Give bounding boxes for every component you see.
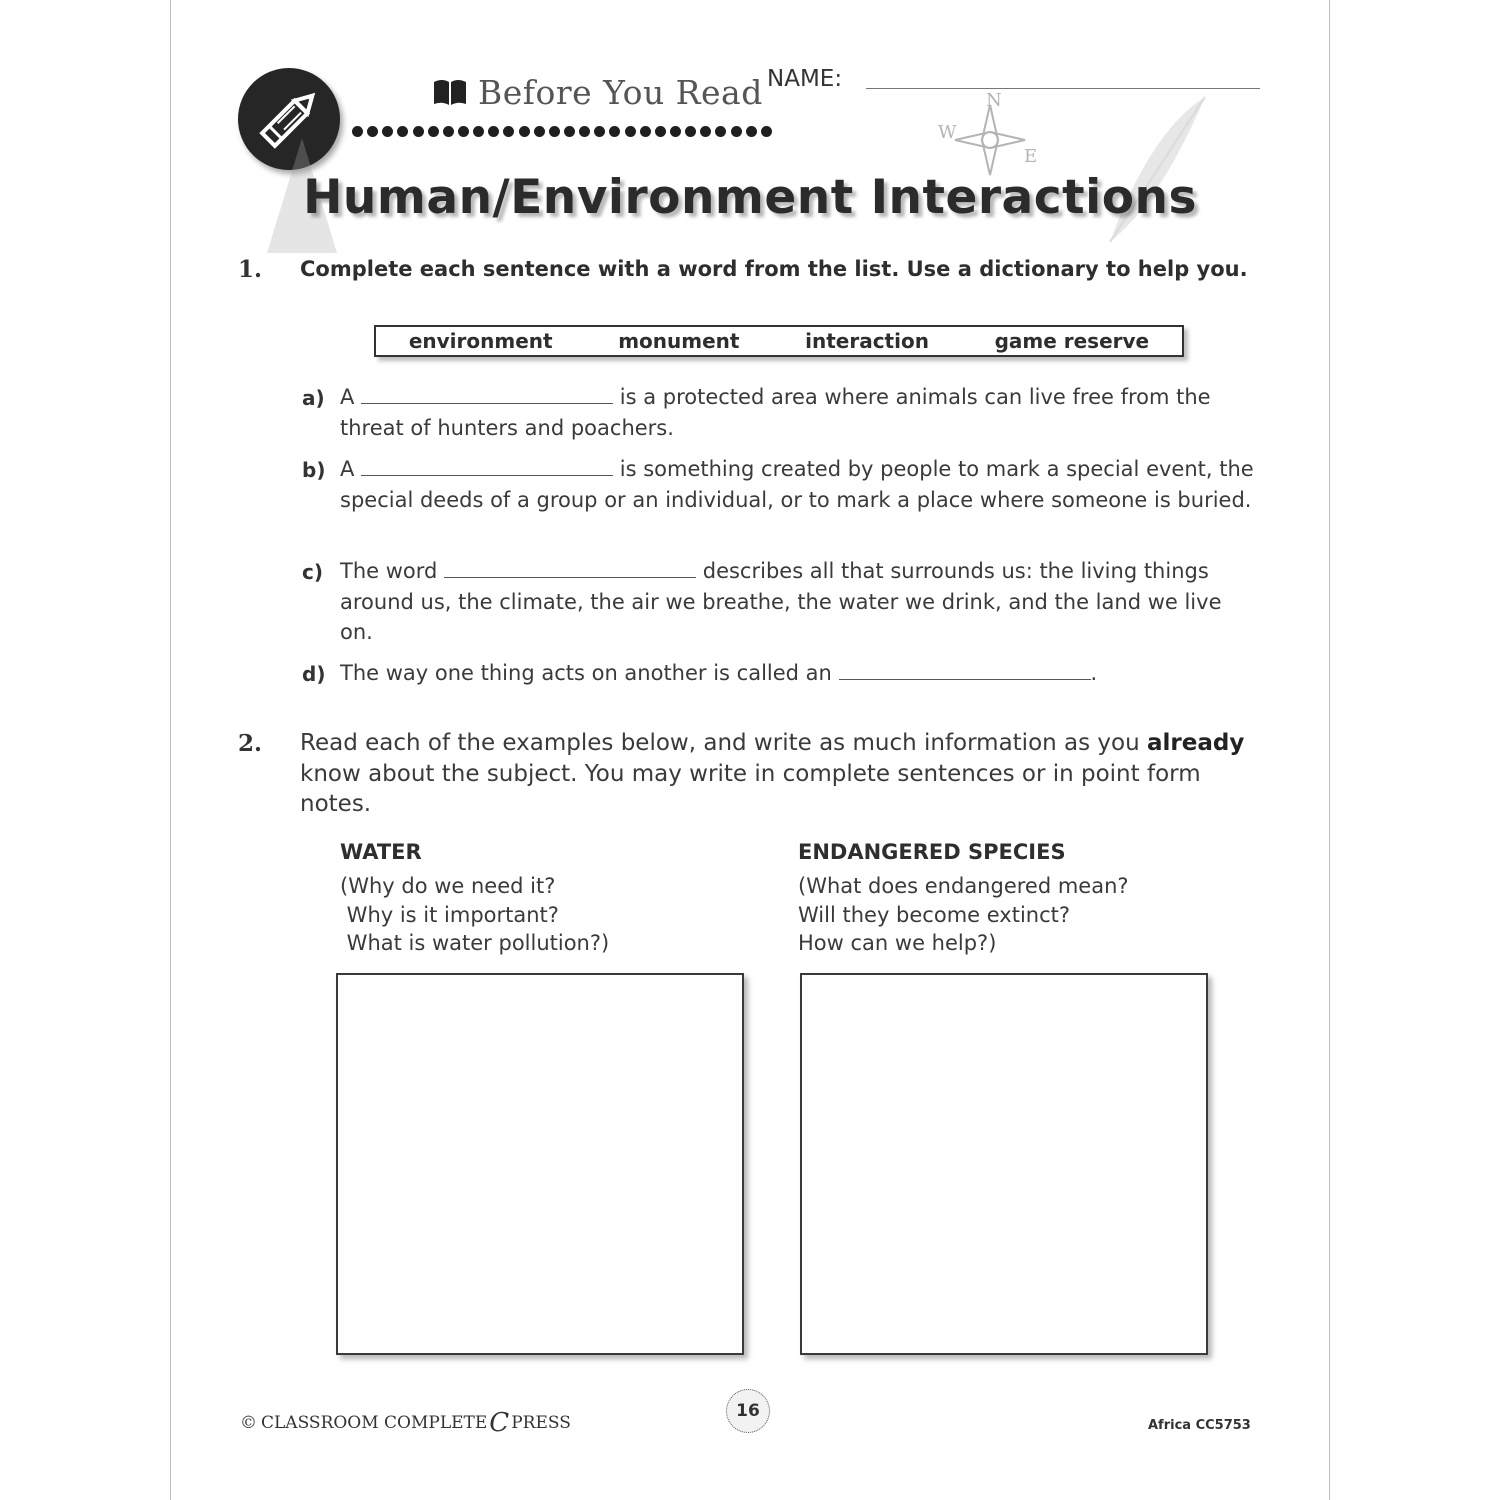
answer-blank-d[interactable] [839,659,1091,680]
book-code: Africa CC5753 [1148,1418,1251,1433]
question-1-number: 1. [238,256,263,283]
page-number: 16 [726,1389,770,1433]
item-a-letter: a) [302,386,325,410]
question-1-instruction: Complete each sentence with a word from the list. Use a dictionary to help you. [300,257,1248,281]
answer-blank-c[interactable] [444,557,696,578]
open-book-icon [432,77,468,107]
word-bank [374,325,1184,357]
word-bank-item: interaction [805,329,929,353]
item-d-text: The way one thing acts on another is called an . [340,661,1098,685]
item-c-letter: c) [302,560,323,584]
item-a-text: A is a protected area where animals can live free from the threat of hunters and poachers. [340,385,1211,440]
name-input-line[interactable] [866,88,1260,89]
question-2-instruction: Read each of the examples below, and write as much information as you already know about the subject. You may write in complete sentences or in point form notes. [300,730,1245,817]
page-title: Human/Environment Interactions [303,170,1197,225]
svg-text:N: N [986,90,1002,111]
publisher-logo: C [489,1408,510,1438]
item-d-letter: d) [302,662,326,686]
publisher-credit: © CLASSROOM COMPLETE C PRESS [240,1408,571,1438]
endangered-species-prompts: (What does endangered mean? Will they become extinct? How can we help?) [798,874,1129,955]
question-2-number: 2. [238,730,263,757]
name-label: NAME: [767,66,843,92]
water-prompts: (Why do we need it? Why is it important? What is water pollution?) [340,874,610,955]
endangered-species-answer-box[interactable] [800,973,1208,1355]
item-c-text: The word describes all that surrounds us: the living things around us, the climate, the air we breathe, the water we drink, and the land we live on. [340,559,1222,644]
water-heading: WATER [340,840,422,864]
section-label [432,70,763,114]
svg-text:W: W [938,122,957,143]
svg-text:E: E [1024,146,1038,167]
word-bank-item: game reserve [994,329,1150,353]
word-bank-item: environment [408,329,553,353]
dotted-divider [352,122,772,140]
answer-blank-b[interactable] [361,455,613,476]
section-label-text: Before You Read [478,72,763,112]
word-bank-item: monument [618,329,740,353]
item-b-text: A is something created by people to mark a special event, the special deeds of a group or an individual, or to mark a place where someone is buried. [340,457,1254,512]
answer-blank-a[interactable] [361,383,613,404]
endangered-species-heading: ENDANGERED SPECIES [798,840,1066,864]
water-answer-box[interactable] [336,973,744,1355]
item-b-letter: b) [302,458,326,482]
